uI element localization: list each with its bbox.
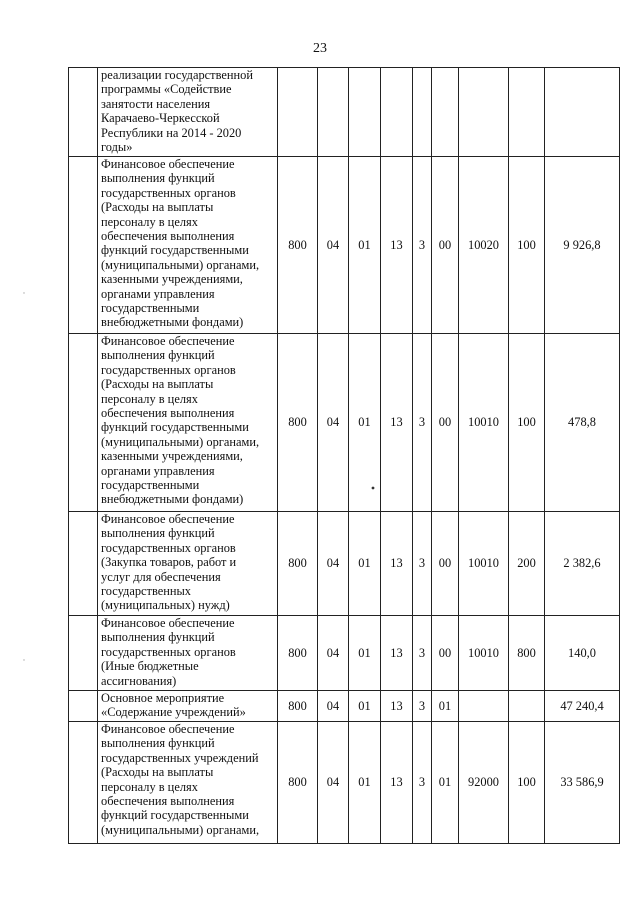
activity-code-cell: 00 xyxy=(432,512,459,616)
page-number: 23 xyxy=(313,41,327,56)
expense-type-cell: 100 xyxy=(509,157,545,334)
scan-speck xyxy=(23,292,24,293)
direction-code-cell xyxy=(459,68,509,157)
item-name-cell: Финансовое обеспечение выполнения функций государственных органов (Иные бюджетные ассигнования) xyxy=(98,616,278,691)
program-code-cell: 13 xyxy=(381,691,413,722)
item-name-cell: Финансовое обеспечение выполнения функций государственных учреждений (Расходы на выплаты персоналу в целях обеспечения выполнения функций государственными (муниципальными) органами, xyxy=(98,722,278,844)
subprogram-code-cell xyxy=(413,68,432,157)
table-row xyxy=(69,616,620,691)
activity-code-cell: 01 xyxy=(432,691,459,722)
expense-type-cell xyxy=(509,68,545,157)
amount-cell: 2 382,6 xyxy=(545,512,620,616)
table-row xyxy=(69,334,620,512)
program-code-cell: 13 xyxy=(381,616,413,691)
ved-code-cell: 800 xyxy=(278,616,318,691)
table-row xyxy=(69,68,620,157)
expense-type-cell: 200 xyxy=(509,512,545,616)
direction-code-cell: 10010 xyxy=(459,616,509,691)
subsection-code-cell: 01 xyxy=(349,512,381,616)
subprogram-code-cell: 3 xyxy=(413,691,432,722)
table-row xyxy=(69,512,620,616)
amount-cell: 140,0 xyxy=(545,616,620,691)
program-code-cell: 13 xyxy=(381,334,413,512)
amount-cell: 33 586,9 xyxy=(545,722,620,844)
section-code-cell: 04 xyxy=(318,691,349,722)
section-code-cell: 04 xyxy=(318,334,349,512)
amount-cell: 9 926,8 xyxy=(545,157,620,334)
row-number-cell xyxy=(69,68,98,157)
ved-code-cell xyxy=(278,68,318,157)
table-row xyxy=(69,691,620,722)
amount-cell: 47 240,4 xyxy=(545,691,620,722)
expense-type-cell: 100 xyxy=(509,722,545,844)
subprogram-code-cell: 3 xyxy=(413,157,432,334)
table-row xyxy=(69,722,620,844)
ved-code-cell: 800 xyxy=(278,157,318,334)
direction-code-cell: 10020 xyxy=(459,157,509,334)
direction-code-cell xyxy=(459,691,509,722)
subprogram-code-cell: 3 xyxy=(413,512,432,616)
subsection-code-cell: 01 xyxy=(349,616,381,691)
activity-code-cell xyxy=(432,68,459,157)
budget-table xyxy=(68,67,620,844)
activity-code-cell: 01 xyxy=(432,722,459,844)
direction-code-cell: 92000 xyxy=(459,722,509,844)
activity-code-cell: 00 xyxy=(432,334,459,512)
expense-type-cell: 800 xyxy=(509,616,545,691)
section-code-cell xyxy=(318,68,349,157)
row-number-cell xyxy=(69,334,98,512)
subsection-code-cell: 01 xyxy=(349,691,381,722)
scan-speck xyxy=(23,659,24,660)
row-number-cell xyxy=(69,722,98,844)
direction-code-cell: 10010 xyxy=(459,334,509,512)
expense-type-cell: 100 xyxy=(509,334,545,512)
amount-cell xyxy=(545,68,620,157)
row-number-cell xyxy=(69,691,98,722)
subsection-code-cell: 01 xyxy=(349,334,381,512)
section-code-cell: 04 xyxy=(318,616,349,691)
row-number-cell xyxy=(69,616,98,691)
subsection-code-cell: 01 xyxy=(349,722,381,844)
program-code-cell: 13 xyxy=(381,722,413,844)
subsection-code-cell xyxy=(349,68,381,157)
ved-code-cell: 800 xyxy=(278,722,318,844)
item-name-cell: Основное мероприятие «Содержание учреждений» xyxy=(98,691,278,722)
ved-code-cell: 800 xyxy=(278,334,318,512)
item-name-cell: реализации государственной программы «Содействие занятости населения Карачаево-Черкесской Республики на 2014 - 2020 годы» xyxy=(98,68,278,157)
row-number-cell xyxy=(69,157,98,334)
item-name-cell: Финансовое обеспечение выполнения функций государственных органов (Расходы на выплаты персоналу в целях обеспечения выполнения функций государственными (муниципальными) органами, казенными учреждениями, органами управления государственными внебюджетными фондами) xyxy=(98,334,278,512)
ved-code-cell: 800 xyxy=(278,512,318,616)
item-name-cell: Финансовое обеспечение выполнения функций государственных органов (Закупка товаров, работ и услуг для обеспечения государственных (муниципальных) нужд) xyxy=(98,512,278,616)
section-code-cell: 04 xyxy=(318,512,349,616)
subprogram-code-cell: 3 xyxy=(413,722,432,844)
expense-type-cell xyxy=(509,691,545,722)
program-code-cell: 13 xyxy=(381,512,413,616)
direction-code-cell: 10010 xyxy=(459,512,509,616)
activity-code-cell: 00 xyxy=(432,616,459,691)
activity-code-cell: 00 xyxy=(432,157,459,334)
program-code-cell: 13 xyxy=(381,157,413,334)
table-row xyxy=(69,157,620,334)
row-number-cell xyxy=(69,512,98,616)
subsection-code-cell: 01 xyxy=(349,157,381,334)
program-code-cell xyxy=(381,68,413,157)
section-code-cell: 04 xyxy=(318,157,349,334)
subprogram-code-cell: 3 xyxy=(413,334,432,512)
section-code-cell: 04 xyxy=(318,722,349,844)
amount-cell: 478,8 xyxy=(545,334,620,512)
item-name-cell: Финансовое обеспечение выполнения функций государственных органов (Расходы на выплаты персоналу в целях обеспечения выполнения функций государственными (муниципальными) органами, казенными учреждениями, органами управления государственными внебюджетными фондами) xyxy=(98,157,278,334)
ved-code-cell: 800 xyxy=(278,691,318,722)
subprogram-code-cell: 3 xyxy=(413,616,432,691)
